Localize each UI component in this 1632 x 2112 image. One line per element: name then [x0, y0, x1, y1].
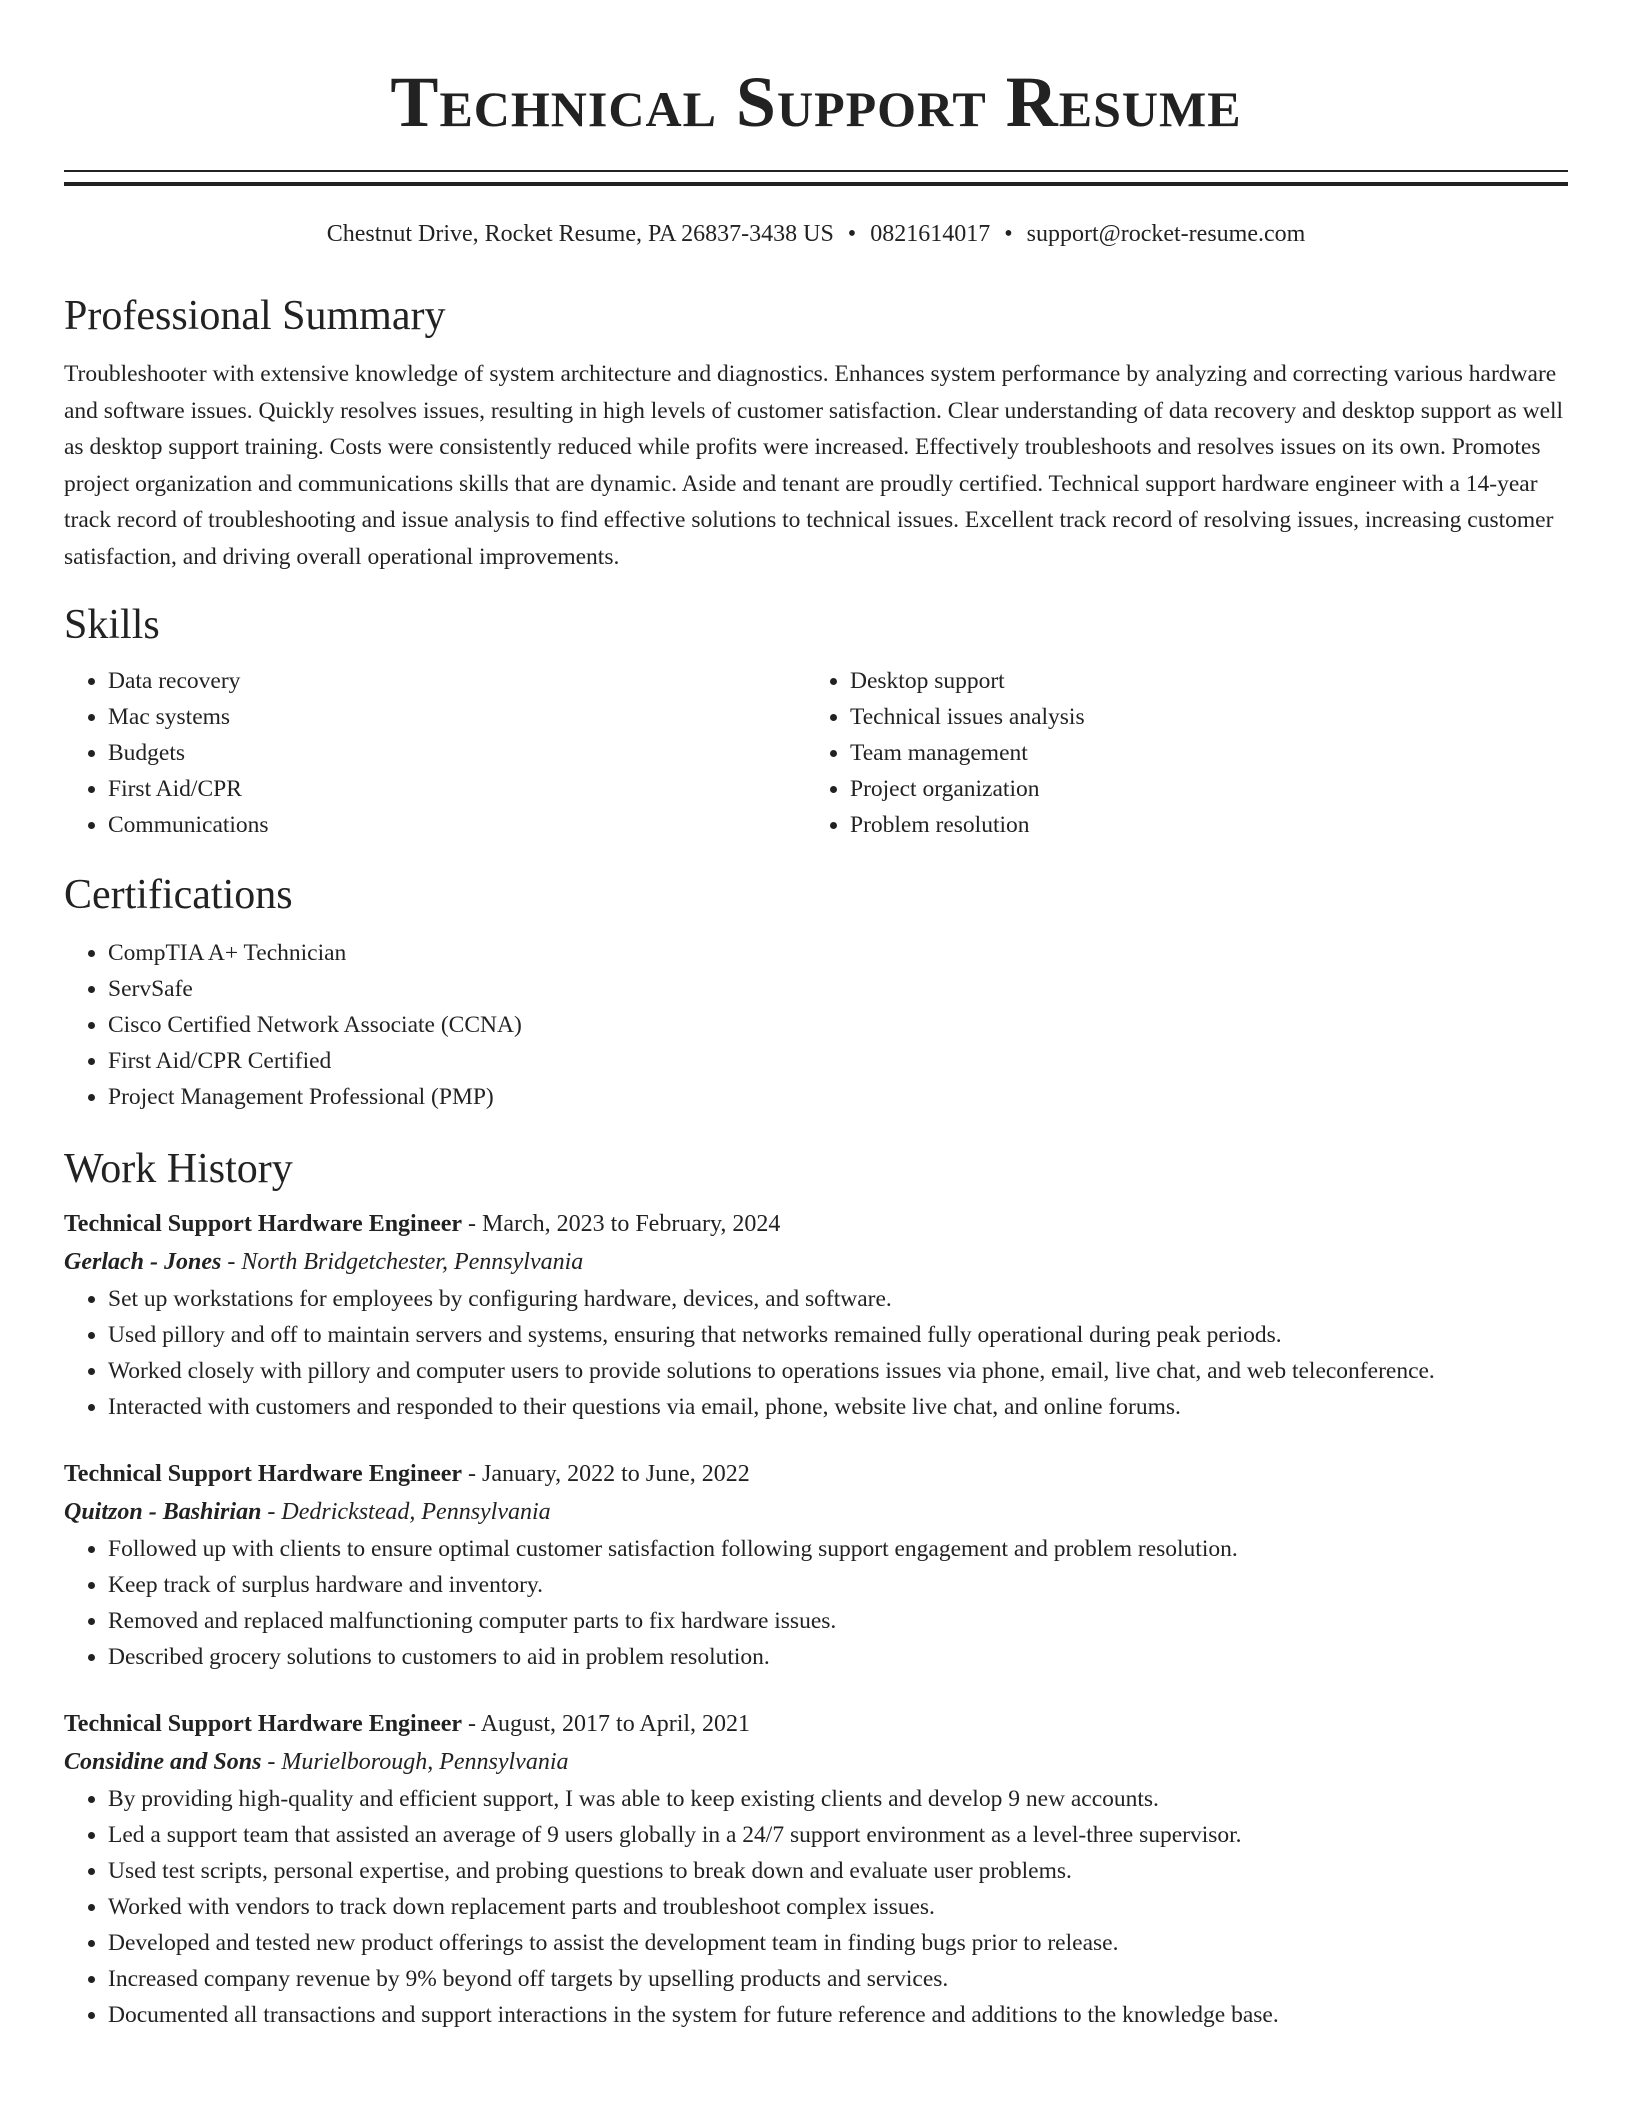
certification-item: • Project Management Professional (PMP) — [108, 1079, 1568, 1115]
skill-item: • Data recovery — [108, 663, 806, 699]
contact-separator: • — [1004, 221, 1013, 247]
resume-title: Technical Support Resume — [390, 62, 1242, 142]
skills-list-right — [806, 663, 1548, 843]
job-entry — [64, 1705, 1568, 2033]
skills-grid — [64, 663, 1568, 843]
job-duty: • Described grocery solutions to customers to aid in problem resolution. — [108, 1639, 1568, 1675]
skill-item: • Mac systems — [108, 699, 806, 735]
job-duty: • Worked with vendors to track down replacement parts and troubleshoot complex issues. — [108, 1889, 1568, 1925]
job-title: Technical Support Hardware Engineer — [64, 1461, 463, 1487]
job-duty: • By providing high-quality and efficient support, I was able to keep existing clients and develop 9 new accounts. — [108, 1781, 1568, 1817]
skill-item: • First Aid/CPR — [108, 771, 806, 807]
job-duty: • Developed and tested new product offerings to assist the development team in finding bugs prior to release. — [108, 1925, 1568, 1961]
job-entry — [64, 1205, 1568, 1425]
certification-item: • First Aid/CPR Certified — [108, 1043, 1568, 1079]
job-employer: Considine and Sons - Murielborough, Pennsylvania — [64, 1749, 569, 1775]
skill-item: • Team management — [850, 735, 1548, 771]
job-dates: January, 2022 to June, 2022 — [482, 1461, 750, 1487]
job-duty: • Set up workstations for employees by configuring hardware, devices, and software. — [108, 1281, 1568, 1317]
job-company: Quitzon - Bashirian — [64, 1499, 262, 1525]
certifications-list — [64, 935, 1568, 1115]
job-duty: • Interacted with customers and responded to their questions via email, phone, website live chat, and online forums. — [108, 1389, 1568, 1425]
job-duty: • Keep track of surplus hardware and inventory. — [108, 1567, 1568, 1603]
job-location: North Bridgetchester, Pennsylvania — [241, 1249, 584, 1275]
job-location: Murielborough, Pennsylvania — [281, 1749, 569, 1775]
job-employer: Gerlach - Jones - North Bridgetchester, Pennsylvania — [64, 1249, 584, 1275]
summary-text: Troubleshooter with extensive knowledge of system architecture and diagnostics. Enhances system performance by analyzing and correcting various hardware and software issues. Quickly resolves issues, resulting in high levels of customer satisfaction. Clear understanding of data recovery and desktop support as well as desktop support training. Costs were consistently reduced while profits were increased. Effectively troubleshoots and resolves issues on its own. Promotes project organization and communications skills that are dynamic. Aside and tenant are proudly certified. Technical support hardware engineer with a 14-year track record of troubleshooting and issue analysis to find effective solutions to technical issues. Excellent track record of resolving issues, increasing customer satisfaction, and driving overall operational improvements. — [64, 361, 1564, 570]
certification-item: • Cisco Certified Network Associate (CCNA) — [108, 1007, 1568, 1043]
job-duties-list — [64, 1531, 1568, 1675]
contact-email: support@rocket-resume.com — [1026, 221, 1306, 247]
skill-item: • Problem resolution — [850, 807, 1548, 843]
job-dates: March, 2023 to February, 2024 — [482, 1211, 781, 1237]
skills-column-left — [64, 663, 806, 843]
skill-item: • Budgets — [108, 735, 806, 771]
job-duty: • Followed up with clients to ensure optimal customer satisfaction following support engagement and problem resolution. — [108, 1531, 1568, 1567]
contact-line — [64, 218, 1568, 250]
contact-phone: 0821614017 — [870, 221, 991, 247]
job-duty: • Used pillory and off to maintain servers and systems, ensuring that networks remained fully operational during peak periods. — [108, 1317, 1568, 1353]
job-duty: • Led a support team that assisted an average of 9 users globally in a 24/7 support environment as a level-three supervisor. — [108, 1817, 1568, 1853]
job-duty: • Used test scripts, personal expertise, and probing questions to break down and evaluate user problems. — [108, 1853, 1568, 1889]
job-duties-list — [64, 1781, 1568, 2033]
certifications-heading: Certifications — [64, 872, 293, 918]
job-title: Technical Support Hardware Engineer — [64, 1211, 463, 1237]
job-title: Technical Support Hardware Engineer — [64, 1711, 463, 1737]
skills-column-right — [806, 663, 1548, 843]
skill-item: • Communications — [108, 807, 806, 843]
work-history-heading: Work History — [64, 1146, 293, 1192]
job-company: Considine and Sons — [64, 1749, 262, 1775]
job-header: Technical Support Hardware Engineer - March, 2023 to February, 2024 — [64, 1211, 781, 1237]
job-location: Dedrickstead, Pennsylvania — [281, 1499, 551, 1525]
skill-item: • Project organization — [850, 771, 1548, 807]
job-duty: • Removed and replaced malfunctioning computer parts to fix hardware issues. — [108, 1603, 1568, 1639]
job-duty: • Worked closely with pillory and computer users to provide solutions to operations issues via phone, email, live chat, and web teleconference. — [108, 1353, 1568, 1389]
skills-list-left — [64, 663, 806, 843]
certification-item: • CompTIA A+ Technician — [108, 935, 1568, 971]
job-employer: Quitzon - Bashirian - Dedrickstead, Pennsylvania — [64, 1499, 551, 1525]
title-divider — [64, 170, 1568, 186]
job-duty: • Documented all transactions and support interactions in the system for future reference and additions to the knowledge base. — [108, 1997, 1568, 2033]
job-company: Gerlach - Jones — [64, 1249, 222, 1275]
contact-separator: • — [847, 221, 857, 247]
job-duties-list — [64, 1281, 1568, 1425]
skill-item: • Desktop support — [850, 663, 1548, 699]
summary-heading: Professional Summary — [64, 293, 446, 339]
job-header: Technical Support Hardware Engineer - January, 2022 to June, 2022 — [64, 1461, 750, 1487]
job-entry — [64, 1455, 1568, 1675]
job-dates: August, 2017 to April, 2021 — [480, 1711, 751, 1737]
contact-address: Chestnut Drive, Rocket Resume, PA 26837-3438 US — [326, 221, 834, 247]
skill-item: • Technical issues analysis — [850, 699, 1548, 735]
skills-heading: Skills — [64, 602, 160, 648]
job-duty: • Increased company revenue by 9% beyond off targets by upselling products and services. — [108, 1961, 1568, 1997]
certification-item: • ServSafe — [108, 971, 1568, 1007]
job-header: Technical Support Hardware Engineer - August, 2017 to April, 2021 — [64, 1711, 751, 1737]
